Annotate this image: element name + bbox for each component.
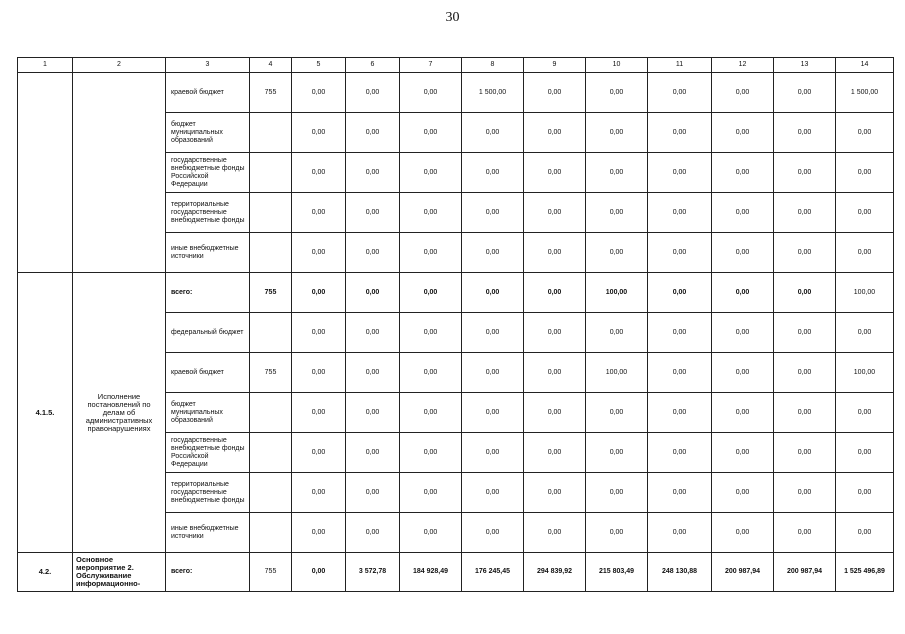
item-number [18,73,73,273]
column-header: 11 [648,58,712,73]
value-cell: 0,00 [524,513,586,553]
funding-source: краевой бюджет [166,353,250,393]
value-cell: 0,00 [712,113,774,153]
page-number: 30 [445,10,460,25]
value-cell: 0,00 [648,233,712,273]
funding-source: федеральный бюджет [166,313,250,353]
value-cell: 0,00 [462,313,524,353]
value-cell: 0,00 [346,353,400,393]
value-cell: 0,00 [648,393,712,433]
column-header: 14 [836,58,894,73]
value-cell: 0,00 [648,193,712,233]
header-row [18,58,894,73]
value-cell: 0,00 [648,353,712,393]
value-cell: 0,00 [774,153,836,193]
value-cell: 0,00 [462,113,524,153]
value-cell: 0,00 [836,513,894,553]
column-header: 6 [346,58,400,73]
value-cell: 0,00 [712,233,774,273]
value-cell: 0,00 [346,113,400,153]
funding-source: всего: [166,553,250,592]
value-cell: 1 500,00 [836,73,894,113]
budget-code [250,193,292,233]
value-cell: 0,00 [586,233,648,273]
value-cell: 0,00 [774,273,836,313]
value-cell: 0,00 [712,393,774,433]
value-cell: 0,00 [292,513,346,553]
value-cell: 0,00 [712,313,774,353]
budget-code: 755 [250,273,292,313]
value-cell: 0,00 [774,113,836,153]
value-cell: 0,00 [400,473,462,513]
value-cell: 0,00 [462,193,524,233]
value-cell: 0,00 [774,193,836,233]
value-cell: 0,00 [524,273,586,313]
value-cell: 0,00 [524,353,586,393]
budget-code: 755 [250,353,292,393]
value-cell: 0,00 [712,473,774,513]
value-cell: 0,00 [712,153,774,193]
value-cell: 0,00 [836,233,894,273]
value-cell: 0,00 [586,473,648,513]
budget-code [250,393,292,433]
table-row [18,273,894,313]
value-cell: 0,00 [292,473,346,513]
value-cell: 0,00 [648,513,712,553]
item-name [73,73,166,273]
value-cell: 0,00 [346,433,400,473]
value-cell: 0,00 [836,113,894,153]
budget-code [250,153,292,193]
value-cell: 0,00 [346,273,400,313]
value-cell: 0,00 [462,473,524,513]
value-cell: 215 803,49 [586,553,648,592]
funding-source: краевой бюджет [166,73,250,113]
funding-source: бюджет муниципальных образований [166,113,250,153]
value-cell: 0,00 [462,273,524,313]
budget-table [17,57,894,592]
funding-source: бюджет муниципальных образований [166,393,250,433]
funding-source: иные внебюджетные источники [166,233,250,273]
value-cell: 200 987,94 [774,553,836,592]
value-cell: 0,00 [292,73,346,113]
value-cell: 0,00 [524,233,586,273]
budget-code [250,313,292,353]
value-cell: 0,00 [292,353,346,393]
value-cell: 100,00 [836,353,894,393]
funding-source: территориальные государственные внебюджетные фонды [166,473,250,513]
value-cell: 0,00 [586,113,648,153]
value-cell: 0,00 [586,73,648,113]
column-header: 9 [524,58,586,73]
value-cell: 0,00 [346,233,400,273]
item-number: 4.2. [18,553,73,592]
value-cell: 0,00 [462,433,524,473]
budget-code [250,433,292,473]
value-cell: 0,00 [346,193,400,233]
value-cell: 0,00 [400,433,462,473]
value-cell: 0,00 [346,313,400,353]
value-cell: 1 525 496,89 [836,553,894,592]
value-cell: 294 839,92 [524,553,586,592]
value-cell: 0,00 [648,433,712,473]
value-cell: 0,00 [712,73,774,113]
value-cell: 0,00 [524,313,586,353]
item-name: Основное мероприятие 2. Обслуживание информационно- [73,553,166,592]
funding-source: территориальные государственные внебюджетные фонды [166,193,250,233]
budget-code [250,113,292,153]
value-cell: 0,00 [400,73,462,113]
funding-source: государственные внебюджетные фонды Российской Федерации [166,153,250,193]
value-cell: 0,00 [774,513,836,553]
value-cell: 0,00 [648,153,712,193]
value-cell: 0,00 [648,113,712,153]
value-cell: 0,00 [586,153,648,193]
value-cell: 0,00 [400,513,462,553]
column-header: 1 [18,58,73,73]
value-cell: 0,00 [836,153,894,193]
budget-code [250,233,292,273]
value-cell: 0,00 [836,473,894,513]
value-cell: 0,00 [774,393,836,433]
value-cell: 1 500,00 [462,73,524,113]
funding-source: всего: [166,273,250,313]
column-header: 2 [73,58,166,73]
value-cell: 0,00 [648,73,712,113]
value-cell: 0,00 [462,513,524,553]
funding-source: иные внебюджетные источники [166,513,250,553]
budget-code [250,473,292,513]
value-cell: 0,00 [774,73,836,113]
value-cell: 0,00 [400,313,462,353]
value-cell: 100,00 [586,353,648,393]
column-header: 13 [774,58,836,73]
value-cell: 0,00 [712,513,774,553]
item-name: Исполнение постановлений по делам об административных правонарушениях [73,273,166,553]
column-header: 12 [712,58,774,73]
value-cell: 0,00 [648,273,712,313]
value-cell: 0,00 [524,393,586,433]
value-cell: 0,00 [586,313,648,353]
budget-code: 755 [250,553,292,592]
value-cell: 0,00 [292,233,346,273]
value-cell: 3 572,78 [346,553,400,592]
value-cell: 0,00 [462,153,524,193]
value-cell: 100,00 [836,273,894,313]
value-cell: 0,00 [836,433,894,473]
value-cell: 0,00 [346,73,400,113]
value-cell: 0,00 [836,193,894,233]
value-cell: 0,00 [774,233,836,273]
value-cell: 0,00 [400,193,462,233]
value-cell: 0,00 [346,393,400,433]
value-cell: 0,00 [400,353,462,393]
value-cell: 0,00 [524,73,586,113]
value-cell: 0,00 [524,113,586,153]
value-cell: 184 928,49 [400,553,462,592]
value-cell: 0,00 [712,353,774,393]
value-cell: 200 987,94 [712,553,774,592]
value-cell: 0,00 [292,433,346,473]
value-cell: 0,00 [292,553,346,592]
value-cell: 0,00 [774,433,836,473]
value-cell: 0,00 [400,273,462,313]
value-cell: 176 245,45 [462,553,524,592]
value-cell: 0,00 [462,393,524,433]
value-cell: 248 130,88 [648,553,712,592]
budget-code [250,513,292,553]
column-header: 10 [586,58,648,73]
value-cell: 0,00 [774,313,836,353]
value-cell: 0,00 [346,153,400,193]
value-cell: 0,00 [292,313,346,353]
value-cell: 0,00 [400,393,462,433]
value-cell: 0,00 [292,393,346,433]
value-cell: 0,00 [400,233,462,273]
value-cell: 0,00 [774,353,836,393]
column-header: 4 [250,58,292,73]
column-header: 5 [292,58,346,73]
column-header: 3 [166,58,250,73]
value-cell: 0,00 [292,193,346,233]
value-cell: 0,00 [586,193,648,233]
value-cell: 0,00 [524,473,586,513]
value-cell: 0,00 [648,313,712,353]
value-cell: 0,00 [524,433,586,473]
value-cell: 0,00 [648,473,712,513]
value-cell: 0,00 [292,113,346,153]
value-cell: 0,00 [712,273,774,313]
value-cell: 0,00 [524,193,586,233]
value-cell: 0,00 [462,353,524,393]
value-cell: 0,00 [292,273,346,313]
value-cell: 0,00 [346,513,400,553]
table-row [18,553,894,592]
value-cell: 0,00 [586,513,648,553]
value-cell: 100,00 [586,273,648,313]
item-number: 4.1.5. [18,273,73,553]
budget-code: 755 [250,73,292,113]
column-header: 7 [400,58,462,73]
value-cell: 0,00 [524,153,586,193]
column-header: 8 [462,58,524,73]
value-cell: 0,00 [836,313,894,353]
value-cell: 0,00 [712,433,774,473]
value-cell: 0,00 [586,433,648,473]
value-cell: 0,00 [292,153,346,193]
value-cell: 0,00 [712,193,774,233]
value-cell: 0,00 [836,393,894,433]
value-cell: 0,00 [586,393,648,433]
funding-source: государственные внебюджетные фонды Российской Федерации [166,433,250,473]
value-cell: 0,00 [400,113,462,153]
value-cell: 0,00 [462,233,524,273]
value-cell: 0,00 [774,473,836,513]
value-cell: 0,00 [346,473,400,513]
value-cell: 0,00 [400,153,462,193]
table-row [18,73,894,113]
